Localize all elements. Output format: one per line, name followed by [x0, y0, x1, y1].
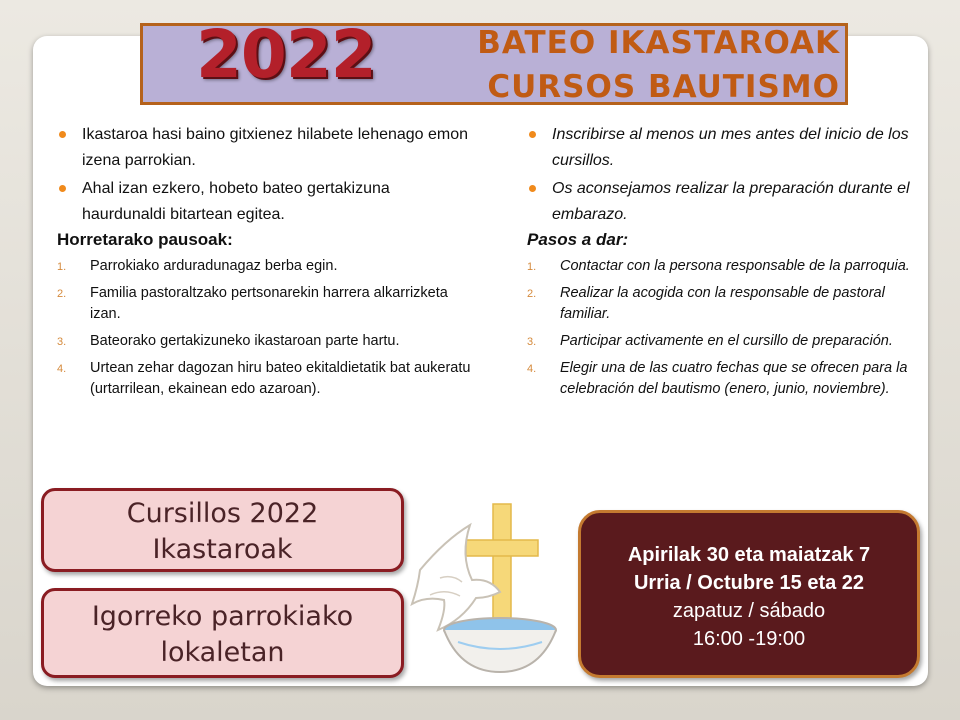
cursillos-box [41, 488, 404, 572]
step-text: Contactar con la persona responsable de la parroquia. [560, 258, 910, 274]
spanish-column [527, 122, 917, 406]
cross-icon [466, 504, 538, 624]
spanish-steps [527, 256, 917, 400]
step-number: 1. [57, 261, 67, 273]
list-item [57, 283, 477, 325]
step-number: 1. [527, 261, 537, 273]
step-number: 2. [57, 288, 67, 300]
cursillos-line: Cursillos 2022 [126, 498, 319, 529]
steps-heading: Horretarako pausoak: [57, 230, 233, 249]
list-item: Inscribirse al menos un mes antes del inicio de los cursillos. [527, 122, 917, 174]
basque-bullets [57, 122, 477, 228]
list-item: Ahal izan ezkero, hobeto bateo gertakizuna haurdunaldi bitartean egitea. [57, 176, 477, 228]
step-number: 3. [57, 336, 67, 348]
location-box [41, 588, 404, 678]
step-text: Participar activamente en el cursillo de preparación. [560, 333, 893, 349]
schedule-dates: Urria / Octubre 15 eta 22 [633, 572, 865, 594]
steps-heading: Pasos a dar: [527, 230, 629, 249]
baptismal-font-icon [444, 618, 556, 672]
step-text: Urtean zehar dagozan hiru bateo ekitaldietatik bat aukeratu (urtarrilean, ekainean edo azaroan). [90, 360, 471, 397]
schedule-dates: Apirilak 30 eta maiatzak 7 [627, 544, 871, 566]
step-number: 4. [57, 363, 67, 375]
step-number: 2. [527, 288, 537, 300]
list-item [57, 358, 477, 400]
location-line: lokaletan [160, 637, 285, 668]
list-item: Ikastaroa hasi baino gitxienez hilabete lehenago emon izena parrokian. [57, 122, 477, 174]
step-text: Parrokiako arduradunagaz berba egin. [90, 258, 338, 274]
step-text: Elegir una de las cuatro fechas que se ofrecen para la celebración del bautismo (enero, junio, noviembre). [560, 360, 908, 397]
ikastaroak-line: Ikastaroak [152, 534, 293, 565]
spanish-bullets [527, 122, 917, 228]
step-number: 3. [527, 336, 537, 348]
basque-steps [57, 256, 477, 400]
list-item [57, 256, 477, 277]
schedule-day: zapatuz / sábado [672, 600, 826, 622]
list-item [527, 283, 917, 325]
step-text: Bateorako gertakizuneko ikastaroan parte hartu. [90, 333, 400, 349]
schedule-box [578, 510, 920, 678]
list-item [527, 256, 917, 277]
baptism-illustration [400, 500, 580, 680]
list-item [527, 358, 917, 400]
year-heading: 2022 [196, 16, 376, 93]
step-text: Realizar la acogida con la responsable de pastoral familiar. [560, 285, 885, 322]
title-basque: BATEO IKASTAROAK [477, 25, 840, 61]
basque-column [57, 122, 477, 406]
list-item [57, 331, 477, 352]
list-item: Os aconsejamos realizar la preparación durante el embarazo. [527, 176, 917, 228]
list-item [527, 331, 917, 352]
schedule-time: 16:00 -19:00 [692, 628, 806, 650]
step-text: Familia pastoraltzako pertsonarekin harrera alkarrizketa izan. [90, 285, 448, 322]
location-line: Igorreko parrokiako [91, 601, 354, 632]
title-spanish: CURSOS BAUTISMO [487, 69, 840, 105]
step-number: 4. [527, 363, 537, 375]
